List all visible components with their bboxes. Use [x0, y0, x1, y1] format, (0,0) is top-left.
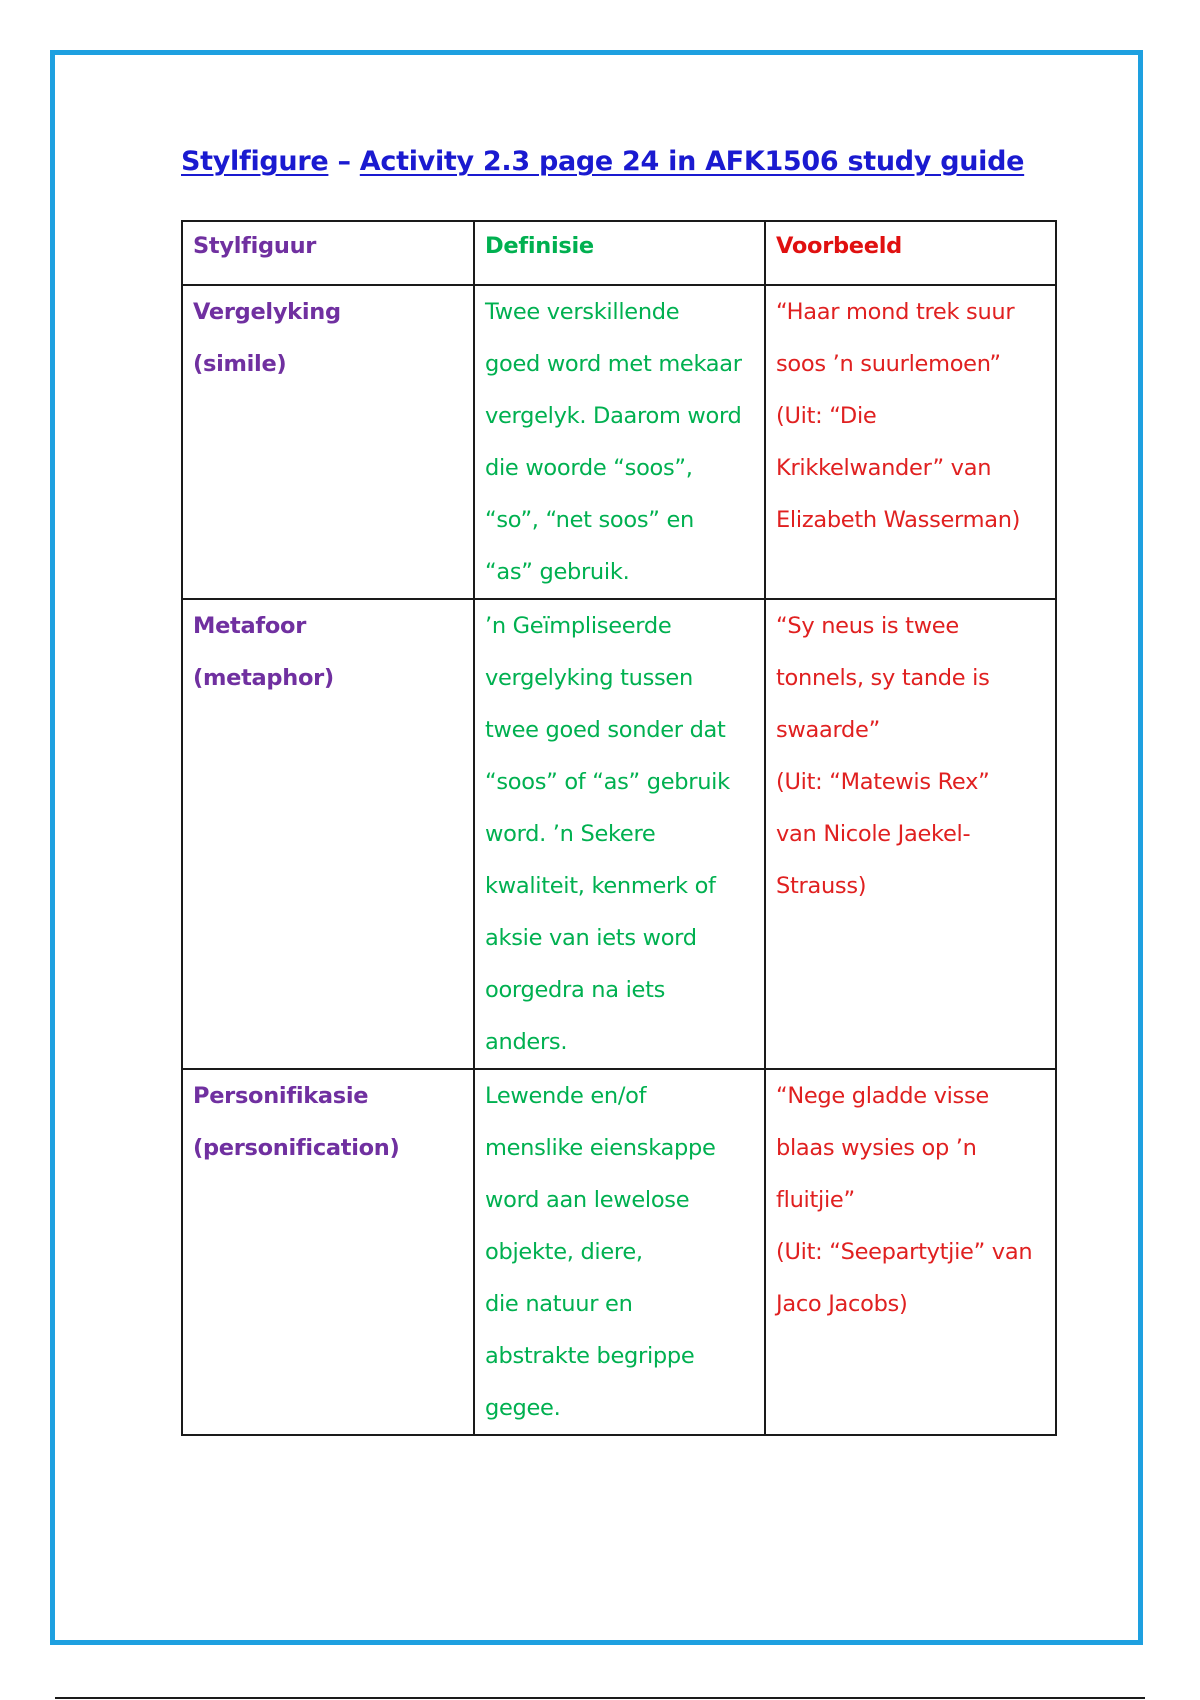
figure-cell-vergelyking	[182, 285, 474, 599]
figure-name: Metafoor	[193, 613, 306, 639]
example-line: “Sy neus is twee	[776, 613, 959, 639]
example-line: swaarde”	[776, 717, 880, 743]
definition-line: goed word met mekaar	[485, 351, 742, 377]
definition-line: ’n Geïmpliseerde	[485, 613, 672, 639]
heading-separator: –	[328, 146, 360, 177]
example-line: Jaco Jacobs)	[776, 1291, 908, 1317]
heading-link-activity[interactable]: Activity 2.3 page 24 in AFK1506 study guide	[359, 146, 1025, 177]
definition-line: twee goed sonder dat	[485, 717, 726, 743]
style-figures-table	[181, 220, 1057, 1436]
table-row	[182, 599, 1056, 1069]
definition-line: kwaliteit, kenmerk of	[485, 873, 716, 899]
example-line: blaas wysies op ’n	[776, 1135, 977, 1161]
definition-line: objekte, diere,	[485, 1239, 643, 1265]
figure-cell-personifikasie	[182, 1069, 474, 1435]
heading-link-stylfigure[interactable]: Stylfigure	[181, 146, 329, 177]
example-line: Krikkelwander” van	[776, 455, 992, 481]
example-line: Strauss)	[776, 873, 867, 899]
definition-line: word aan lewelose	[485, 1187, 690, 1213]
definition-line: word. ’n Sekere	[485, 821, 656, 847]
header-voorbeeld: Voorbeeld	[765, 221, 1056, 285]
definition-line: vergelyk. Daarom word	[485, 403, 742, 429]
definition-line: anders.	[485, 1029, 568, 1055]
definition-line: die natuur en	[485, 1291, 633, 1317]
definition-line: Lewende en/of	[485, 1083, 647, 1109]
definition-line: abstrakte begrippe	[485, 1343, 695, 1369]
definition-line: Twee verskillende	[485, 299, 680, 325]
example-line: tonnels, sy tande is	[776, 665, 990, 691]
figure-translation: (metaphor)	[193, 665, 334, 691]
example-line: soos ’n suurlemoen”	[776, 351, 1001, 377]
footer-divider	[55, 1697, 1145, 1699]
figure-cell-metafoor	[182, 599, 474, 1069]
header-stylfiguur: Stylfiguur	[182, 221, 474, 285]
definition-line: oorgedra na iets	[485, 977, 666, 1003]
definition-cell	[474, 1069, 765, 1435]
example-line: Elizabeth Wasserman)	[776, 507, 1021, 533]
definition-line: “so”, “net soos” en	[485, 507, 694, 533]
document-heading	[181, 146, 1024, 177]
definition-cell	[474, 599, 765, 1069]
definition-line: vergelyking tussen	[485, 665, 693, 691]
table-row	[182, 1069, 1056, 1435]
definition-cell	[474, 285, 765, 599]
example-cell	[765, 1069, 1056, 1435]
example-line: (Uit: “Matewis Rex”	[776, 769, 990, 795]
figure-name: Vergelyking	[193, 299, 341, 325]
table-row	[182, 285, 1056, 599]
example-line: van Nicole Jaekel-	[776, 821, 971, 847]
example-cell	[765, 599, 1056, 1069]
header-definisie: Definisie	[474, 221, 765, 285]
example-line: (Uit: “Seepartytjie” van	[776, 1239, 1033, 1265]
definition-line: gegee.	[485, 1395, 561, 1421]
figure-translation: (simile)	[193, 351, 287, 377]
example-line: “Nege gladde visse	[776, 1083, 989, 1109]
definition-line: die woorde “soos”,	[485, 455, 693, 481]
table-header-row	[182, 221, 1056, 285]
definition-line: “as” gebruik.	[485, 559, 630, 585]
figure-name: Personifikasie	[193, 1083, 369, 1109]
example-line: fluitjie”	[776, 1187, 855, 1213]
figure-translation: (personification)	[193, 1135, 400, 1161]
example-line: “Haar mond trek suur	[776, 299, 1015, 325]
definition-line: aksie van iets word	[485, 925, 697, 951]
definition-line: “soos” of “as” gebruik	[485, 769, 730, 795]
definition-line: menslike eienskappe	[485, 1135, 716, 1161]
example-cell	[765, 285, 1056, 599]
example-line: (Uit: “Die	[776, 403, 877, 429]
